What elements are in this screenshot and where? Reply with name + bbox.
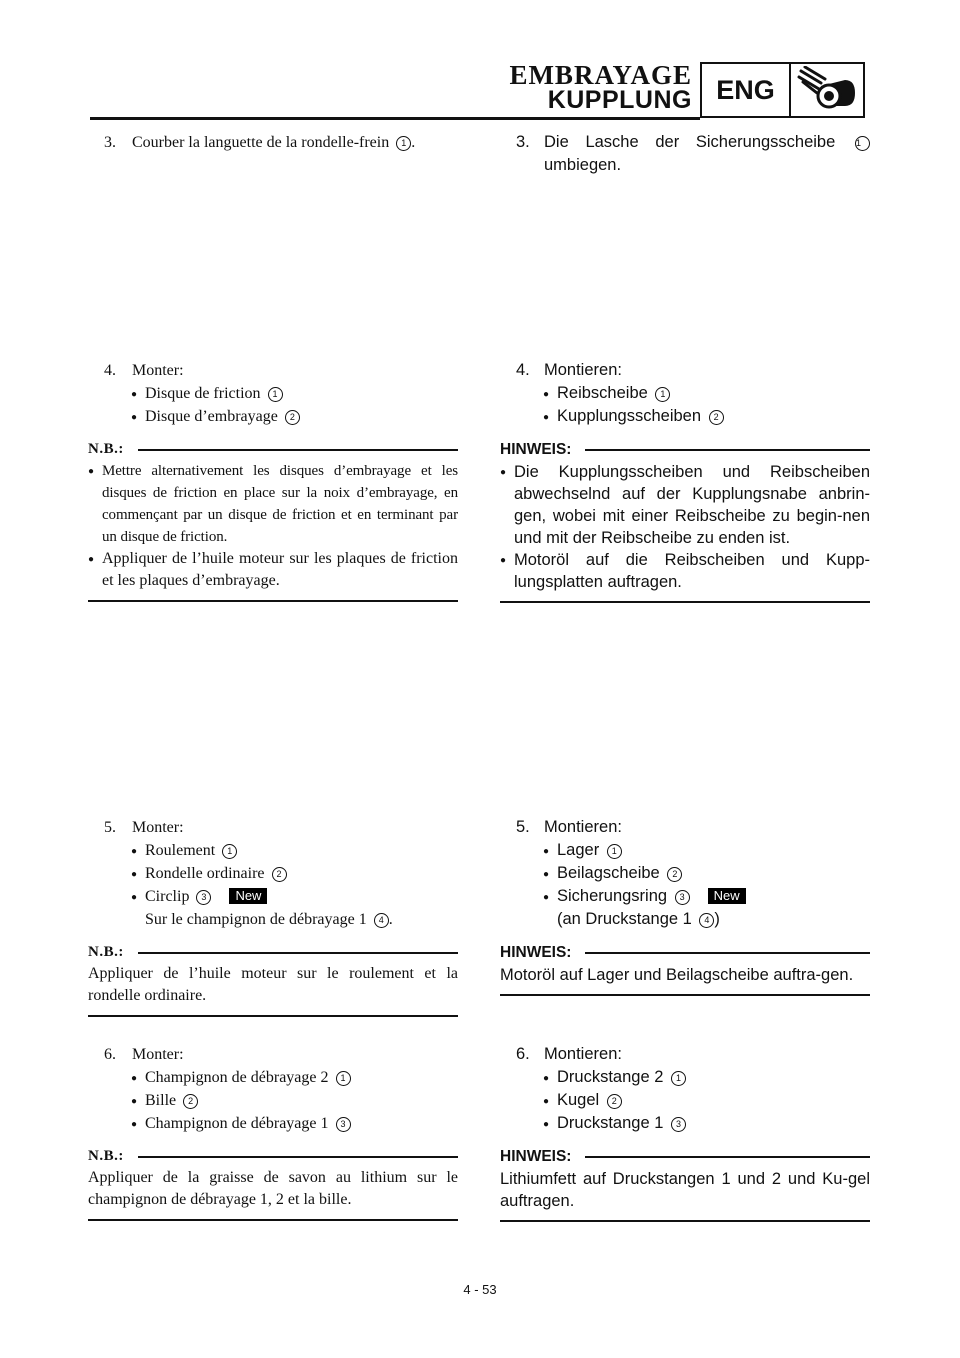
callout-number: 1 bbox=[222, 844, 237, 859]
note-text: Appliquer de l’huile moteur sur le roulement et la rondelle ordinaire. bbox=[88, 965, 458, 1004]
step-number: 6. bbox=[104, 1046, 116, 1063]
note-bullet: ● Appliquer de l’huile moteur sur les plaques de friction et les plaques d’embrayage. bbox=[88, 548, 458, 592]
step-number: 4. bbox=[516, 361, 530, 379]
step-subtext: (an Druckstange 1 4 ) bbox=[557, 910, 720, 928]
callout-number: 1 bbox=[268, 387, 283, 402]
list-item: ● Reibscheibe 1 bbox=[500, 382, 870, 405]
step-number: 4. bbox=[104, 362, 116, 379]
step-6 bbox=[500, 1043, 870, 1135]
step-4 bbox=[88, 359, 458, 428]
note-end-rule bbox=[88, 1219, 458, 1221]
note-label: HINWEIS: bbox=[500, 441, 572, 458]
callout-number: 1 bbox=[396, 136, 411, 151]
list-item: ● Kupplungsscheiben 2 bbox=[500, 405, 870, 428]
note-end-rule bbox=[500, 1220, 870, 1222]
note-rule bbox=[138, 952, 458, 954]
note-end-rule bbox=[88, 1015, 458, 1017]
step-title: Montieren: bbox=[544, 1045, 622, 1063]
step-number: 5. bbox=[516, 818, 530, 836]
note-box bbox=[88, 441, 458, 602]
callout-number: 1 bbox=[855, 136, 870, 151]
list-item: ● Rondelle ordinaire 2 bbox=[88, 862, 458, 885]
list-item: ● Champignon de débrayage 2 1 bbox=[88, 1066, 458, 1089]
callout-number: 2 bbox=[183, 1094, 198, 1109]
header-title-de: KUPPLUNG bbox=[547, 86, 692, 114]
new-part-badge: New bbox=[708, 888, 746, 904]
list-item: ● Druckstange 1 3 bbox=[500, 1112, 870, 1135]
step-title: Montieren: bbox=[544, 818, 622, 836]
note-box bbox=[500, 441, 870, 603]
callout-number: 2 bbox=[709, 410, 724, 425]
note-label: N.B.: bbox=[88, 441, 124, 457]
header-title-fr: EMBRAYAGE bbox=[509, 60, 692, 90]
note-rule bbox=[138, 449, 458, 451]
list-item: ● Druckstange 2 1 bbox=[500, 1066, 870, 1089]
note-bullet: ● Motoröl auf die Reibscheiben und Kupp-lungsplatten auftragen. bbox=[500, 549, 870, 593]
note-box bbox=[88, 944, 458, 1017]
note-text: Motoröl auf Lager und Beilagscheibe auftra-gen. bbox=[500, 966, 854, 984]
callout-number: 1 bbox=[671, 1071, 686, 1086]
callout-number: 1 bbox=[336, 1071, 351, 1086]
list-item: ● Lager 1 bbox=[500, 839, 870, 862]
note-end-rule bbox=[88, 600, 458, 602]
callout-number: 2 bbox=[667, 867, 682, 882]
list-item: ● Disque d’embrayage 2 bbox=[88, 405, 458, 428]
section-tab-label: ENG bbox=[702, 64, 791, 116]
callout-number: 2 bbox=[607, 1094, 622, 1109]
note-end-rule bbox=[500, 601, 870, 603]
list-item: ● Roulement 1 bbox=[88, 839, 458, 862]
page-number: 4 - 53 bbox=[463, 1282, 497, 1297]
list-item: ● Kugel 2 bbox=[500, 1089, 870, 1112]
step-number: 6. bbox=[516, 1045, 530, 1063]
step-4 bbox=[500, 359, 870, 428]
note-label: N.B.: bbox=[88, 944, 124, 960]
note-rule bbox=[585, 449, 870, 451]
step-5 bbox=[500, 816, 870, 931]
list-item: ● Champignon de débrayage 1 3 bbox=[88, 1112, 458, 1135]
step-number: 5. bbox=[104, 819, 116, 836]
column-french bbox=[88, 0, 458, 1358]
step-3: 3. Courber la languette de la rondelle-frein 1 . bbox=[88, 131, 458, 154]
step-title: Montieren: bbox=[544, 361, 622, 379]
new-part-badge: New bbox=[229, 888, 267, 904]
note-rule bbox=[585, 1156, 870, 1158]
note-bullet: ● Die Kupplungsscheiben und Reibscheiben abwechselnd auf der Kupplungsnabe anbrin-gen, wobei mit einer Reibscheibe zu begin-nen und mit der Reibscheibe zu enden ist. bbox=[500, 461, 870, 549]
step-number: 3. bbox=[104, 134, 116, 151]
callout-number: 1 bbox=[607, 844, 622, 859]
list-item: ● Circlip 3 New bbox=[88, 885, 458, 908]
step-subtext: Sur le champignon de débrayage 1 4 . bbox=[145, 911, 393, 928]
step-5 bbox=[88, 816, 458, 931]
step-6 bbox=[88, 1043, 458, 1135]
step-title: Monter: bbox=[132, 1046, 184, 1063]
note-text: Appliquer de la graisse de savon au lithium sur le champignon de débrayage 1, 2 et la bille. bbox=[88, 1169, 458, 1208]
list-item: ● Beilagscheibe 2 bbox=[500, 862, 870, 885]
callout-number: 4 bbox=[374, 913, 389, 928]
callout-number: 3 bbox=[196, 890, 211, 905]
callout-number: 4 bbox=[699, 913, 714, 928]
note-box bbox=[500, 944, 870, 996]
step-text: Courber la languette de la rondelle-frein bbox=[132, 134, 390, 151]
list-item: ● Sicherungsring 3 New bbox=[500, 885, 870, 908]
step-3 bbox=[500, 131, 870, 177]
step-title: Monter: bbox=[132, 819, 184, 836]
list-item: ● Disque de friction 1 bbox=[88, 382, 458, 405]
callout-number: 3 bbox=[675, 890, 690, 905]
note-label: HINWEIS: bbox=[500, 944, 572, 961]
note-bullet: ● Mettre alternativement les disques d’embrayage et les disques de friction en place sur la noix d’embrayage, en commençant par un disque de friction et en terminant par un disque de friction. bbox=[88, 460, 458, 548]
note-rule bbox=[138, 1156, 458, 1158]
note-text: Lithiumfett auf Druckstangen 1 und 2 und Ku-gel auftragen. bbox=[500, 1170, 870, 1210]
callout-number: 2 bbox=[272, 867, 287, 882]
list-item: ● Bille 2 bbox=[88, 1089, 458, 1112]
note-label: HINWEIS: bbox=[500, 1148, 572, 1165]
step-title: Monter: bbox=[132, 362, 184, 379]
callout-number: 3 bbox=[336, 1117, 351, 1132]
callout-number: 2 bbox=[285, 410, 300, 425]
note-box bbox=[88, 1148, 458, 1221]
step-text: Die Lasche der Sicherungsscheibe bbox=[544, 133, 836, 151]
note-end-rule bbox=[500, 994, 870, 996]
note-box bbox=[500, 1148, 870, 1222]
column-german bbox=[500, 0, 870, 1358]
step-text-line2: umbiegen. bbox=[544, 156, 622, 174]
note-label: N.B.: bbox=[88, 1148, 124, 1164]
callout-number: 1 bbox=[655, 387, 670, 402]
callout-number: 3 bbox=[671, 1117, 686, 1132]
note-rule bbox=[585, 952, 870, 954]
step-number: 3. bbox=[516, 133, 530, 151]
